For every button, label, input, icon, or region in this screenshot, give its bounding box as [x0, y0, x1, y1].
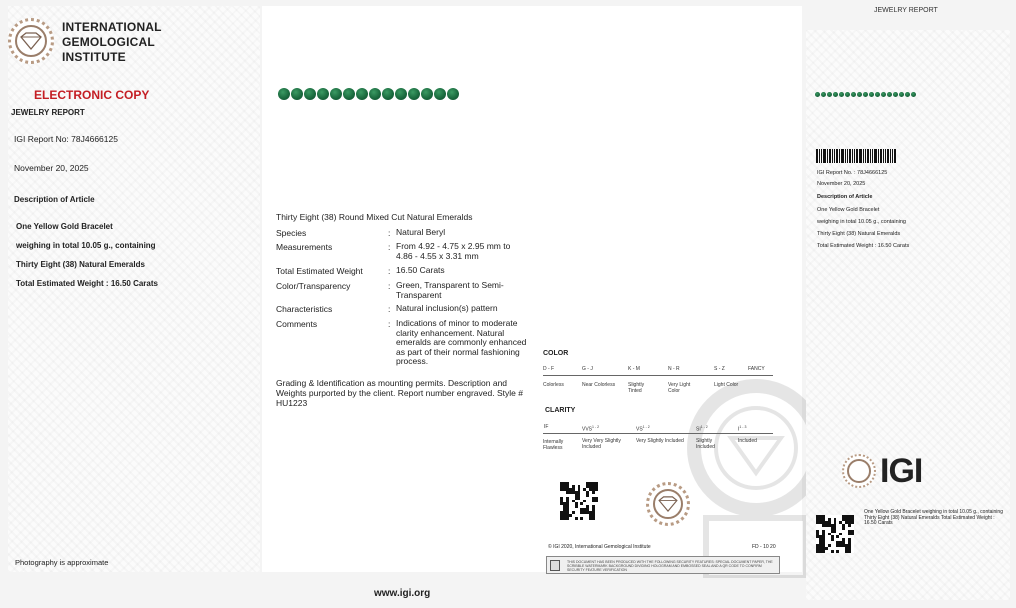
emerald-gem-icon: [317, 88, 329, 100]
color-desc: Slightly Tinted: [628, 382, 645, 394]
report-date: November 20, 2025: [14, 163, 89, 173]
clarity-desc: Included: [738, 438, 757, 444]
field-separator: :: [388, 228, 391, 238]
report-number: IGI Report No: 78J4666125: [14, 134, 118, 144]
emerald-gem-icon: [827, 92, 832, 97]
field-label: Comments: [276, 319, 318, 329]
emerald-gem-icon: [851, 92, 856, 97]
color-desc: Colorless: [543, 382, 564, 388]
emerald-gem-icon: [369, 88, 381, 100]
clarity-grade: $I^{1 - 3}$: [738, 425, 747, 433]
article-summary: Thirty Eight (38) Round Mixed Cut Natural Emeralds: [276, 212, 473, 222]
description-line: weighing in total 10.05 g., containing: [16, 241, 156, 250]
emerald-gem-icon: [881, 92, 886, 97]
color-desc: Light Color: [714, 382, 739, 388]
emerald-gem-icon: [899, 92, 904, 97]
form-code: FD - 10 20: [752, 544, 776, 550]
security-text: THIS DOCUMENT HAS BEEN PRODUCED WITH THE FOLLOWING SECURITY FEATURES: SPECIAL DOCUMENT PAPER, THE SCRIBBLE WATERMARK BACKGROUND DIVIDING HOLOGRAM AND EMBOSSED SEAL AND A QR CODE TO CONFIRM SECURITY FEATURE VERIFICATION: [567, 560, 773, 572]
clarity-grade: VVS$^{1 - 2}$: [582, 425, 600, 433]
igi-embossed-seal-icon: [646, 482, 690, 526]
stub-description-heading: Description of Article: [817, 194, 873, 200]
photography-note: Photography is approximate: [15, 558, 109, 567]
security-features-box: [546, 556, 780, 574]
igi-seal-logo-icon: [8, 18, 54, 64]
color-desc: Near Colorless: [582, 382, 616, 388]
bracelet-thumbnail: [815, 92, 916, 97]
emerald-gem-icon: [911, 92, 916, 97]
stub-description-line: Total Estimated Weight : 16.50 Carats: [817, 243, 910, 249]
field-value-species: Natural Beryl: [396, 227, 446, 237]
jewelry-report-top-label: JEWELRY REPORT: [874, 7, 938, 14]
jewelry-report-label: JEWELRY REPORT: [11, 108, 85, 117]
emerald-gem-icon: [421, 88, 433, 100]
emerald-gem-icon: [356, 88, 368, 100]
color-desc: Very Light Color: [668, 382, 691, 394]
qr-code-stub-icon[interactable]: [816, 515, 854, 553]
field-value-comments: Indications of minor to moderate clarity enhancement. Natural emeralds are commonly enhanced as part of their normal fashioning process.: [396, 318, 527, 366]
field-label: Measurements: [276, 242, 333, 252]
emerald-gem-icon: [815, 92, 820, 97]
stub-summary: One Yellow Gold Bracelet weighing in total 10.05 g., containing Thirty Eight (38) Natural Emeralds Total Estimated Weight : 16.50 Carats: [864, 509, 1003, 526]
emerald-gem-icon: [833, 92, 838, 97]
color-grade: D - F: [543, 366, 555, 372]
stub-report-number: IGI Report No. : 78J4666125: [817, 170, 888, 176]
field-separator: :: [388, 266, 391, 276]
org-name: INTERNATIONAL GEMOLOGICAL INSTITUTE: [62, 20, 162, 64]
emerald-gem-icon: [821, 92, 826, 97]
field-value-measurements: From 4.92 - 4.75 x 2.95 mm to 4.86 - 4.55 x 3.31 mm: [396, 241, 511, 261]
copyright-notice: © IGI 2020, International Gemological Institute: [548, 544, 651, 550]
clarity-desc: Slightly Included: [696, 438, 715, 450]
stub-description-line: Thirty Eight (38) Natural Emeralds: [817, 231, 901, 237]
clarity-scale-title: CLARITY: [545, 407, 576, 414]
clarity-grade: VS$^{1 - 2}$: [636, 425, 650, 433]
emerald-gem-icon: [857, 92, 862, 97]
emerald-gem-icon: [304, 88, 316, 100]
stub-description-line: weighing in total 10.05 g., containing: [817, 219, 906, 225]
field-value-characteristics: Natural inclusion(s) pattern: [396, 303, 498, 313]
qr-code-icon[interactable]: [560, 482, 598, 520]
grading-note: Grading & Identification as mounting permits. Description and Weights purported by the client. Report number engraved. Style # HU1223: [276, 378, 523, 408]
field-label: Species: [276, 228, 307, 238]
color-grade: FANCY: [748, 366, 765, 372]
description-line: Total Estimated Weight : 16.50 Carats: [16, 279, 158, 288]
description-heading: Description of Article: [14, 195, 95, 204]
field-separator: :: [388, 319, 391, 329]
clarity-desc: Internally Flawless: [543, 439, 564, 451]
emerald-gem-icon: [343, 88, 355, 100]
description-line: Thirty Eight (38) Natural Emeralds: [16, 260, 145, 269]
barcode-icon: [816, 149, 910, 163]
emerald-gem-icon: [395, 88, 407, 100]
description-line: One Yellow Gold Bracelet: [16, 222, 113, 231]
clarity-scale-rule: [543, 433, 773, 434]
clarity-grade: IF: [544, 424, 549, 430]
clarity-grade: SI$^{1 - 2}$: [696, 425, 708, 433]
field-label: Total Estimated Weight: [276, 266, 363, 276]
igi-logo-text: IGI: [880, 452, 923, 490]
watermark-seal-icon: [646, 378, 806, 578]
emerald-gem-icon: [408, 88, 420, 100]
field-separator: :: [388, 281, 391, 291]
color-grade: S - Z: [714, 366, 725, 372]
stub-report-date: November 20, 2025: [817, 181, 866, 187]
emerald-gem-icon: [291, 88, 303, 100]
lock-icon: [550, 560, 560, 571]
stub-description-line: One Yellow Gold Bracelet: [817, 207, 880, 213]
emerald-gem-icon: [887, 92, 892, 97]
emerald-gem-icon: [863, 92, 868, 97]
emerald-gem-icon: [434, 88, 446, 100]
color-scale-rule: [543, 375, 773, 376]
emerald-gem-icon: [382, 88, 394, 100]
igi-small-seal-icon: [842, 454, 876, 488]
clarity-desc: Very Very Slightly Included: [582, 438, 621, 450]
bracelet-photo: [278, 88, 459, 100]
color-scale-title: COLOR: [543, 350, 569, 357]
emerald-gem-icon: [905, 92, 910, 97]
field-separator: :: [388, 242, 391, 252]
emerald-gem-icon: [875, 92, 880, 97]
emerald-gem-icon: [893, 92, 898, 97]
field-separator: :: [388, 304, 391, 314]
emerald-gem-icon: [330, 88, 342, 100]
field-value-color: Green, Transparent to Semi-Transparent: [396, 280, 504, 300]
color-grade: K - M: [628, 366, 640, 372]
field-value-weight: 16.50 Carats: [396, 265, 445, 275]
field-label: Characteristics: [276, 304, 333, 314]
emerald-gem-icon: [869, 92, 874, 97]
field-label: Color/Transparency: [276, 281, 351, 291]
color-grade: G - J: [582, 366, 593, 372]
emerald-gem-icon: [845, 92, 850, 97]
color-grade: N - R: [668, 366, 680, 372]
emerald-gem-icon: [447, 88, 459, 100]
electronic-copy-label: ELECTRONIC COPY: [34, 88, 150, 102]
clarity-desc: Very Slightly Included: [636, 438, 684, 444]
website-link[interactable]: www.igi.org: [374, 588, 431, 599]
emerald-gem-icon: [278, 88, 290, 100]
emerald-gem-icon: [839, 92, 844, 97]
